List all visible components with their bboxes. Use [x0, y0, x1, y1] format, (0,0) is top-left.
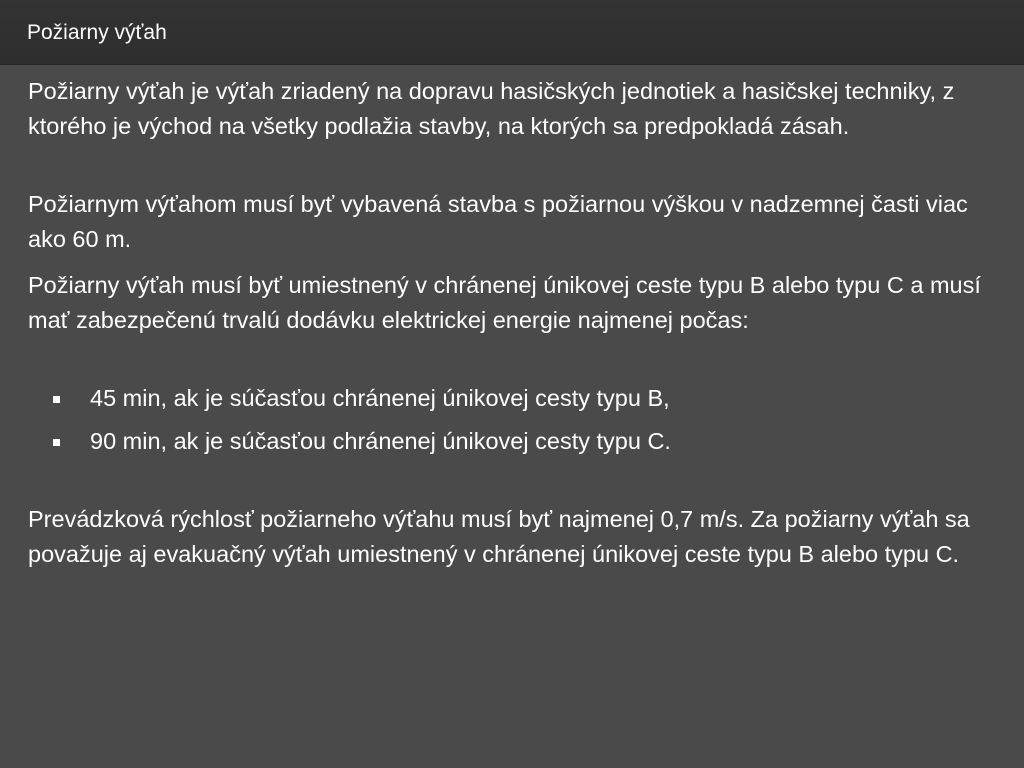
paragraph-requirement: Požiarnym výťahom musí byť vybavená stavba s požiarnou výškou v nadzemnej časti viac ako 60 m.	[28, 191, 968, 252]
paragraph-definition: Požiarny výťah je výťah zriadený na dopravu hasičských jednotiek a hasičskej techniky, z ktorého je východ na všetky podlažia stavby, na ktorých sa predpokladá zásah.	[28, 78, 955, 139]
square-bullet-icon	[53, 396, 60, 403]
square-bullet-icon	[53, 439, 60, 446]
slide-content	[28, 74, 1008, 572]
paragraph-speed: Prevádzková rýchlosť požiarneho výťahu musí byť najmenej 0,7 m/s. Za požiarny výťah sa považuje aj evakuačný výťah umiestnený v chránenej únikovej ceste typu B alebo typu C.	[28, 506, 970, 567]
bullet-list	[28, 381, 1008, 459]
title-bar	[0, 0, 1024, 65]
list-item-text: 90 min, ak je súčasťou chránenej únikovej cesty typu C.	[90, 428, 671, 454]
list-item-text: 45 min, ak je súčasťou chránenej únikovej cesty typu B,	[90, 385, 670, 411]
list-item	[28, 381, 1008, 416]
slide-title: Požiarny výťah	[27, 21, 167, 44]
list-item	[28, 424, 1008, 459]
paragraph-placement: Požiarny výťah musí byť umiestnený v chránenej únikovej ceste typu B alebo typu C a musí mať zabezpečenú trvalú dodávku elektrickej energie najmenej počas:	[28, 272, 981, 333]
